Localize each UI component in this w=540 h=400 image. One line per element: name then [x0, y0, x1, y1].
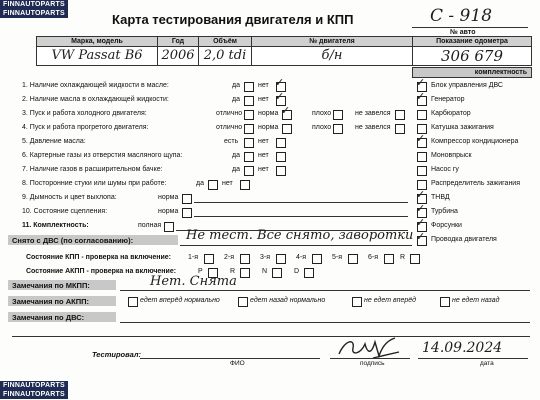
comp-ecu-check-icon: ✓: [416, 77, 426, 89]
item-4-opt-normal: норма: [258, 124, 279, 131]
comp-ecu-label: Блок управления ДВС: [431, 82, 503, 89]
item-2-opt-no: нет: [258, 96, 269, 103]
comp-injectors-check-icon: ✓: [416, 217, 426, 229]
item-5-no-checkbox[interactable]: [276, 138, 286, 148]
col-head-volume: Объём: [198, 36, 252, 48]
sign-label: подпись: [360, 360, 385, 367]
completeness-header: [412, 67, 532, 78]
engine-no-value: б/н: [251, 46, 413, 66]
akpp-no-fwd-label: не едет вперёд: [364, 297, 417, 304]
item-4-normal-checkbox[interactable]: [282, 124, 292, 134]
comp-wiring-check-icon: ✓: [416, 231, 426, 243]
item-2-no-check-icon: ✓: [275, 91, 285, 103]
fio-label: ФИО: [230, 360, 245, 367]
col-head-odometer: Показание одометра: [412, 36, 532, 48]
akpp-gear-r: R: [230, 268, 236, 275]
comp-ps-pump-checkbox[interactable]: [417, 166, 427, 176]
item-8-label: 8. Посторонние стуки или шумы при работе:: [22, 180, 167, 187]
akpp-no-back-checkbox[interactable]: [440, 297, 450, 307]
item-1-label: 1. Наличие охлаждающей жидкости в масле:: [22, 82, 169, 89]
item-11-label: 11. Комплектность:: [22, 222, 89, 229]
akpp-notes-label: Замечания по АКПП:: [12, 297, 89, 306]
kpp-gear-3-checkbox[interactable]: [276, 254, 286, 264]
removed-label: Снято с ДВС (по согласованию):: [12, 236, 134, 245]
item-11-opt-full: полная: [138, 222, 162, 229]
item-2-label: 2. Наличие масла в охлаждающей жидкости:: [22, 96, 169, 103]
kpp-gear-5: 5-я: [332, 254, 343, 261]
kpp-label: Состояние КПП - проверка на включение:: [26, 254, 171, 261]
comp-generator-label: Генератор: [431, 96, 465, 103]
comp-generator-check-icon: ✓: [416, 91, 426, 103]
item-11-full-checkbox[interactable]: [164, 222, 174, 232]
date-handwritten: 14.09.2024: [422, 340, 503, 356]
mkpp-notes-label: Замечания по МКПП:: [12, 281, 90, 290]
akpp-gear-p: P: [198, 268, 203, 275]
kpp-gear-4: 4-я: [296, 254, 307, 261]
card-title: Карта тестирования двигателя и КПП: [112, 12, 354, 27]
comp-carburetor-checkbox[interactable]: [417, 110, 427, 120]
kpp-gear-2-checkbox[interactable]: [240, 254, 250, 264]
akpp-gear-n: N: [262, 268, 268, 275]
item-9-normal-checkbox[interactable]: [182, 194, 192, 204]
item-3-nostart-checkbox[interactable]: [395, 110, 405, 120]
item-5-opt-no: нет: [258, 138, 269, 145]
item-8-opt-yes: да: [196, 180, 204, 187]
comp-ac-compressor-check-icon: ✓: [416, 133, 426, 145]
akpp-gear-r-checkbox[interactable]: [240, 268, 250, 278]
watermark-bottom-2: FINNAUTOPARTS: [0, 390, 68, 399]
item-3-label: 3. Пуск и работа холодного двигателя:: [22, 110, 147, 117]
col-head-model: Марка, модель: [36, 36, 158, 48]
item-6-yes-checkbox[interactable]: [244, 152, 254, 162]
year-value: 2006: [157, 46, 199, 66]
item-2-opt-yes: да: [232, 96, 240, 103]
item-6-no-checkbox[interactable]: [276, 152, 286, 162]
kpp-gear-r: R: [400, 254, 406, 261]
comp-mono-injection-label: Моновпрыск: [431, 152, 472, 159]
item-2-yes-checkbox[interactable]: [244, 96, 254, 106]
item-1-opt-yes: да: [232, 82, 240, 89]
item-1-opt-no: нет: [258, 82, 269, 89]
akpp-fwd-normal-label: едет вперёд нормально: [140, 297, 220, 304]
tested-label: Тестировал:: [92, 350, 141, 359]
car-number-label: № авто: [450, 29, 476, 36]
watermark-top: FINNAUTOPARTS: [0, 0, 68, 9]
comp-injection-pump-label: ТНВД: [431, 194, 450, 201]
watermark-bottom: FINNAUTOPARTS: [0, 381, 68, 390]
akpp-label: Состояние АКПП - проверка на включение:: [26, 268, 177, 275]
item-7-yes-checkbox[interactable]: [244, 166, 254, 176]
item-4-opt-nostart: не завелся: [355, 124, 391, 131]
item-1-yes-checkbox[interactable]: [244, 82, 254, 92]
item-7-no-checkbox[interactable]: [276, 166, 286, 176]
item-5-label: 5. Давление масла:: [22, 138, 86, 145]
akpp-gear-d: D: [294, 268, 300, 275]
item-9-label: 9. Дымность и цвет выхлопа:: [22, 194, 117, 201]
item-8-no-checkbox[interactable]: [240, 180, 250, 190]
comp-ac-compressor-label: Компрессор кондиционера: [431, 138, 519, 145]
kpp-gear-1: 1-я: [188, 254, 199, 261]
car-number-line: [412, 27, 528, 28]
kpp-gear-r-checkbox[interactable]: [410, 254, 420, 264]
item-7-opt-yes: да: [232, 166, 240, 173]
comp-mono-injection-checkbox[interactable]: [417, 152, 427, 162]
comp-turbo-check-icon: ✓: [416, 203, 426, 215]
kpp-gear-5-checkbox[interactable]: [348, 254, 358, 264]
item-8-opt-no: нет: [222, 180, 233, 187]
kpp-gear-1-checkbox[interactable]: [204, 254, 214, 264]
date-label: дата: [480, 360, 494, 367]
akpp-back-normal-checkbox[interactable]: [238, 297, 248, 307]
item-10-line: [194, 216, 408, 217]
comp-injection-pump-check-icon: ✓: [416, 189, 426, 201]
item-1-no-check-icon: ✓: [275, 77, 285, 89]
item-3-bad-checkbox[interactable]: [333, 110, 343, 120]
item-3-opt-normal: норма: [258, 110, 279, 117]
comp-ps-pump-label: Насос гу: [431, 166, 459, 173]
fio-line: [140, 358, 320, 359]
kpp-gear-2: 2-я: [224, 254, 235, 261]
item-10-normal-checkbox[interactable]: [182, 208, 192, 218]
akpp-fwd-normal-checkbox[interactable]: [128, 297, 138, 307]
model-value: VW Passat B6: [36, 46, 158, 66]
item-4-nostart-checkbox[interactable]: [395, 124, 405, 134]
date-line: [418, 358, 528, 359]
kpp-gear-3: 3-я: [260, 254, 271, 261]
item-8-yes-checkbox[interactable]: [208, 180, 218, 190]
item-6-label: 6. Картерные газы из отверстия масляного щупа:: [22, 152, 183, 159]
col-head-engine-no: № двигателя: [251, 36, 413, 48]
comp-wiring-label: Проводка двигателя: [431, 236, 497, 243]
item-9-opt-normal: норма: [158, 194, 179, 201]
volume-value: 2,0 tdi: [198, 46, 252, 66]
dvs-line-1: [120, 322, 530, 323]
mkpp-line: [120, 290, 530, 291]
item-4-label: 4. Пуск и работа прогретого двигателя:: [22, 124, 149, 131]
item-6-opt-yes: да: [232, 152, 240, 159]
kpp-gear-6-checkbox[interactable]: [384, 254, 394, 264]
item-4-bad-checkbox[interactable]: [333, 124, 343, 134]
comp-injectors-label: Форсунки: [431, 222, 462, 229]
odometer-value: 306 679: [412, 46, 532, 66]
item-10-label: 10. Состояние сцепления:: [22, 208, 108, 215]
item-5-yes-checkbox[interactable]: [244, 138, 254, 148]
item-10-opt-normal: норма: [158, 208, 179, 215]
watermark-top-2: FINNAUTOPARTS: [0, 9, 68, 18]
completeness-label: комплектность: [474, 69, 527, 76]
item-3-normal-check-icon: ✓: [281, 105, 291, 117]
item-7-opt-no: нет: [258, 166, 269, 173]
item-3-opt-bad: плохо: [312, 110, 332, 117]
kpp-gear-4-checkbox[interactable]: [312, 254, 322, 264]
item-4-excellent-checkbox[interactable]: [244, 124, 254, 134]
removed-line: [180, 245, 412, 246]
sign-line: [330, 358, 410, 359]
comp-coil-label: Катушка зажигания: [431, 124, 494, 131]
dvs-line-2: [12, 336, 530, 337]
item-4-opt-bad: плохо: [312, 124, 332, 131]
comp-carburetor-label: Карбюратор: [431, 110, 471, 117]
comp-distributor-label: Распределитель зажигания: [431, 180, 521, 187]
item-6-opt-no: нет: [258, 152, 269, 159]
comp-turbo-label: Турбина: [431, 208, 458, 215]
akpp-gear-d-checkbox[interactable]: [304, 268, 314, 278]
akpp-no-back-label: не едет назад: [452, 297, 500, 304]
dvs-notes-label: Замечания по ДВС:: [12, 313, 85, 322]
item-3-opt-nostart: не завелся: [355, 110, 391, 117]
akpp-gear-n-checkbox[interactable]: [272, 268, 282, 278]
car-number-handwritten: С - 918: [430, 6, 493, 26]
item-3-excellent-checkbox[interactable]: [244, 110, 254, 120]
item-4-opt-excellent: отлично: [216, 124, 243, 131]
kpp-gear-6: 6-я: [368, 254, 379, 261]
item-3-opt-excellent: отлично: [216, 110, 243, 117]
item-7-label: 7. Наличие газов в расширительном бачке:: [22, 166, 163, 173]
akpp-back-normal-label: едет назад нормально: [250, 297, 326, 304]
removed-handwritten: Не тест. Все снято, заворотки: [186, 228, 414, 243]
item-9-line: [194, 202, 408, 203]
item-5-opt-yes: есть: [224, 138, 239, 145]
akpp-no-fwd-checkbox[interactable]: [352, 297, 362, 307]
mkpp-handwritten: Нет. Снята: [150, 274, 237, 289]
col-head-year: Год: [157, 36, 199, 48]
